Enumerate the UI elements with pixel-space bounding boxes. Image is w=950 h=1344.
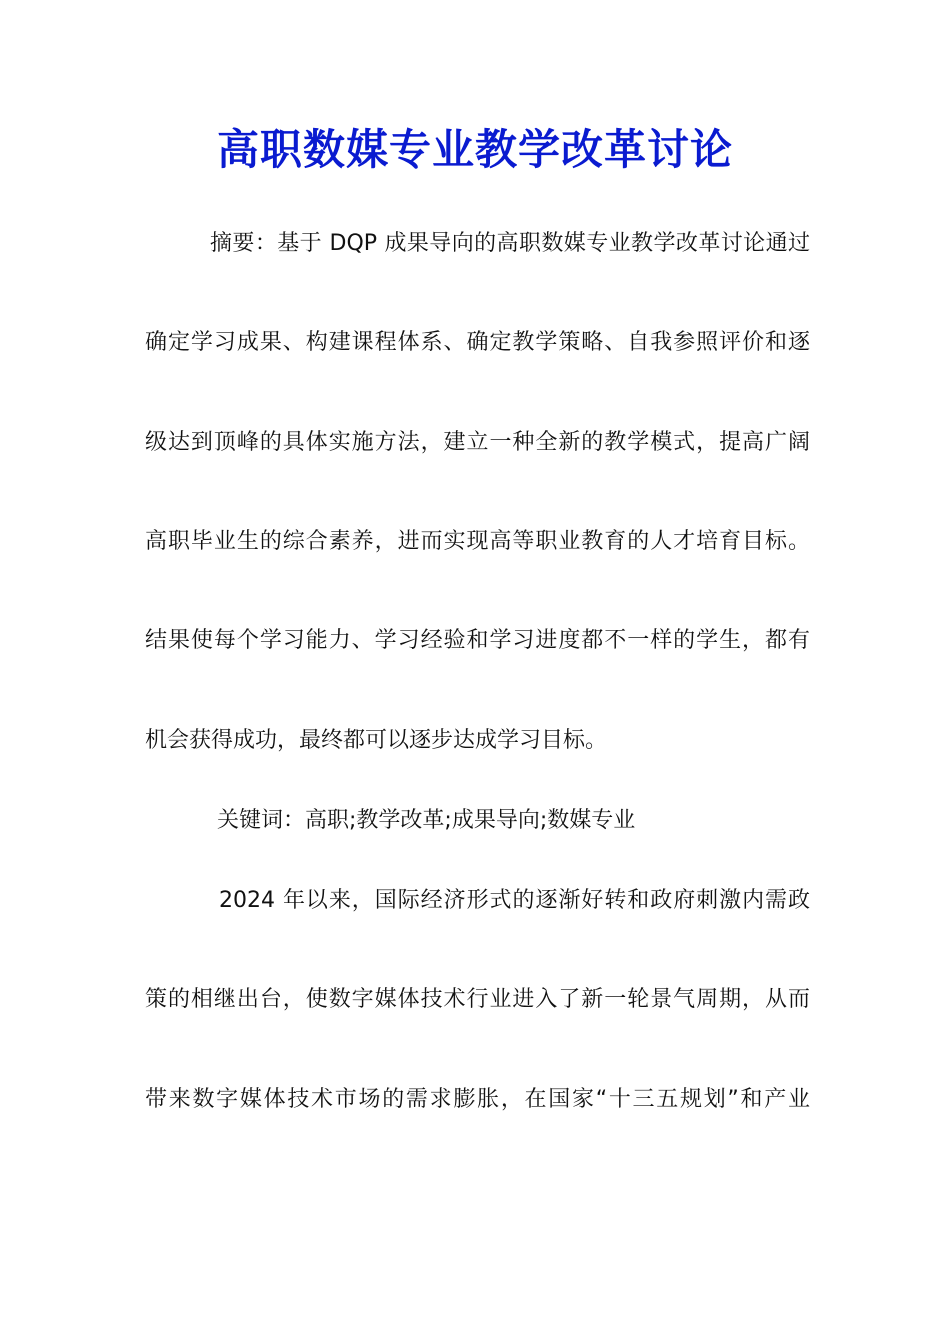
body-line-3: 带来数字媒体技术市场的需求膨胀，在国家“十三五规划”和产业: [145, 1087, 810, 1112]
abstract-line-1: 摘要：基于 DQP 成果导向的高职数媒专业教学改革讨论通过: [210, 231, 810, 256]
abstract-line-3: 级达到顶峰的具体实施方法，建立一种全新的教学模式，提高广阔: [145, 430, 810, 455]
body-line-1: 2024 年以来，国际经济形式的逐渐好转和政府刺激内需政: [219, 888, 810, 913]
abstract-line-2: 确定学习成果、构建课程体系、确定教学策略、自我参照评价和逐: [145, 330, 810, 355]
document-title: 高职数媒专业教学改革讨论: [216, 125, 733, 174]
abstract-line-6: 机会获得成功，最终都可以逐步达成学习目标。: [145, 728, 608, 753]
abstract-line-5: 结果使每个学习能力、学习经验和学习进度都不一样的学生，都有: [145, 628, 810, 653]
body-line-2: 策的相继出台，使数字媒体技术行业进入了新一轮景气周期，从而: [145, 987, 810, 1012]
abstract-line-4: 高职毕业生的综合素养，进而实现高等职业教育的人才培育目标。: [145, 529, 810, 554]
keywords-line: 关键词：高职;教学改革;成果导向;数媒专业: [217, 808, 636, 833]
